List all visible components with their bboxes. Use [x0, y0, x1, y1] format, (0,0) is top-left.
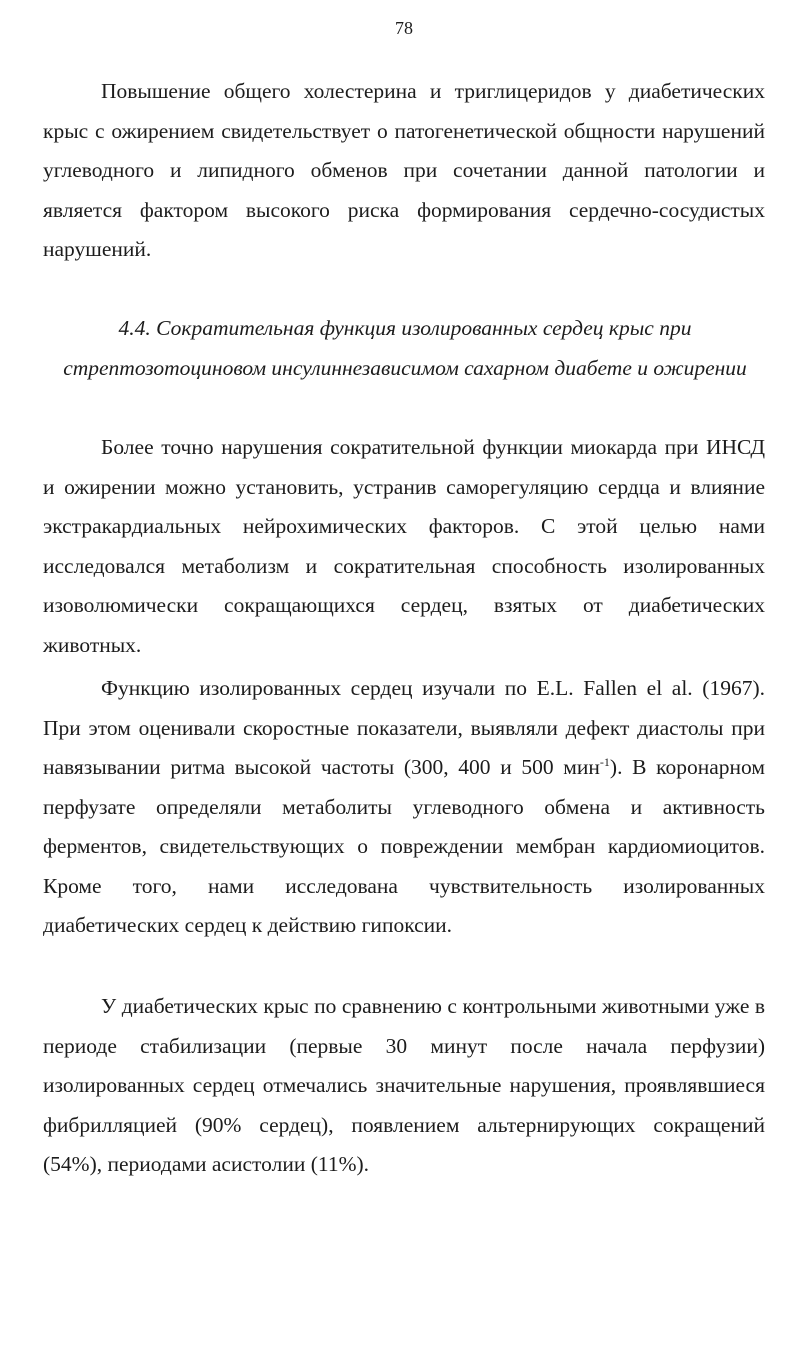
methods-text-part-1: Функцию изолированных сердец изучали по E.L. Fallen el al. (1967). При этом оценивали скоростные показатели, выявляли дефект диастолы при навязывании ритма высокой частоты (300, 400 и 500 мин — [43, 676, 765, 779]
page-number: 78 — [395, 18, 413, 38]
paragraph-cholesterol: Повышение общего холестерина и триглицеридов у диабетических крыс с ожирением свидетельствует о патогенетической общности нарушений углеводного и липидного обменов при сочетании данной патологии и является фактором высокого риска формирования сердечно-сосудистых нарушений. — [43, 79, 765, 261]
paragraph-methods — [43, 669, 765, 946]
section-heading: 4.4. Сократительная функция изолированных сердец крыс при стрептозотоциновом инсулиннезависимом сахарном диабете и ожирении — [63, 316, 747, 380]
methods-text-part-2: ). В коронарном перфузате определяли метаболиты углеводного обмена и активность ферментов, свидетельствующих о повреждении мембран кардиомиоцитов. Кроме того, нами исследована чувствительность изолированных диабетических сердец к действию гипоксии. — [43, 755, 765, 937]
paragraph-results: У диабетических крыс по сравнению с контрольными животными уже в периоде стабилизации (первые 30 минут после начала перфузии) изолированных сердец отмечались значительные нарушения, проявлявшиеся фибрилляцией (90% сердец), появлением альтернирующих сокращений (54%), периодами асистолии (11%). — [43, 994, 765, 1176]
paragraph-contractile-function: Более точно нарушения сократительной функции миокарда при ИНСД и ожирении можно установить, устранив саморегуляцию сердца и влияние экстракардиальных нейрохимических факторов. С этой целью нами исследовался метаболизм и сократительная способность изолированных изоволюмически сокращающихся сердец, взятых от диабетических животных. — [43, 435, 765, 657]
superscript-minus-one: -1 — [599, 755, 610, 769]
